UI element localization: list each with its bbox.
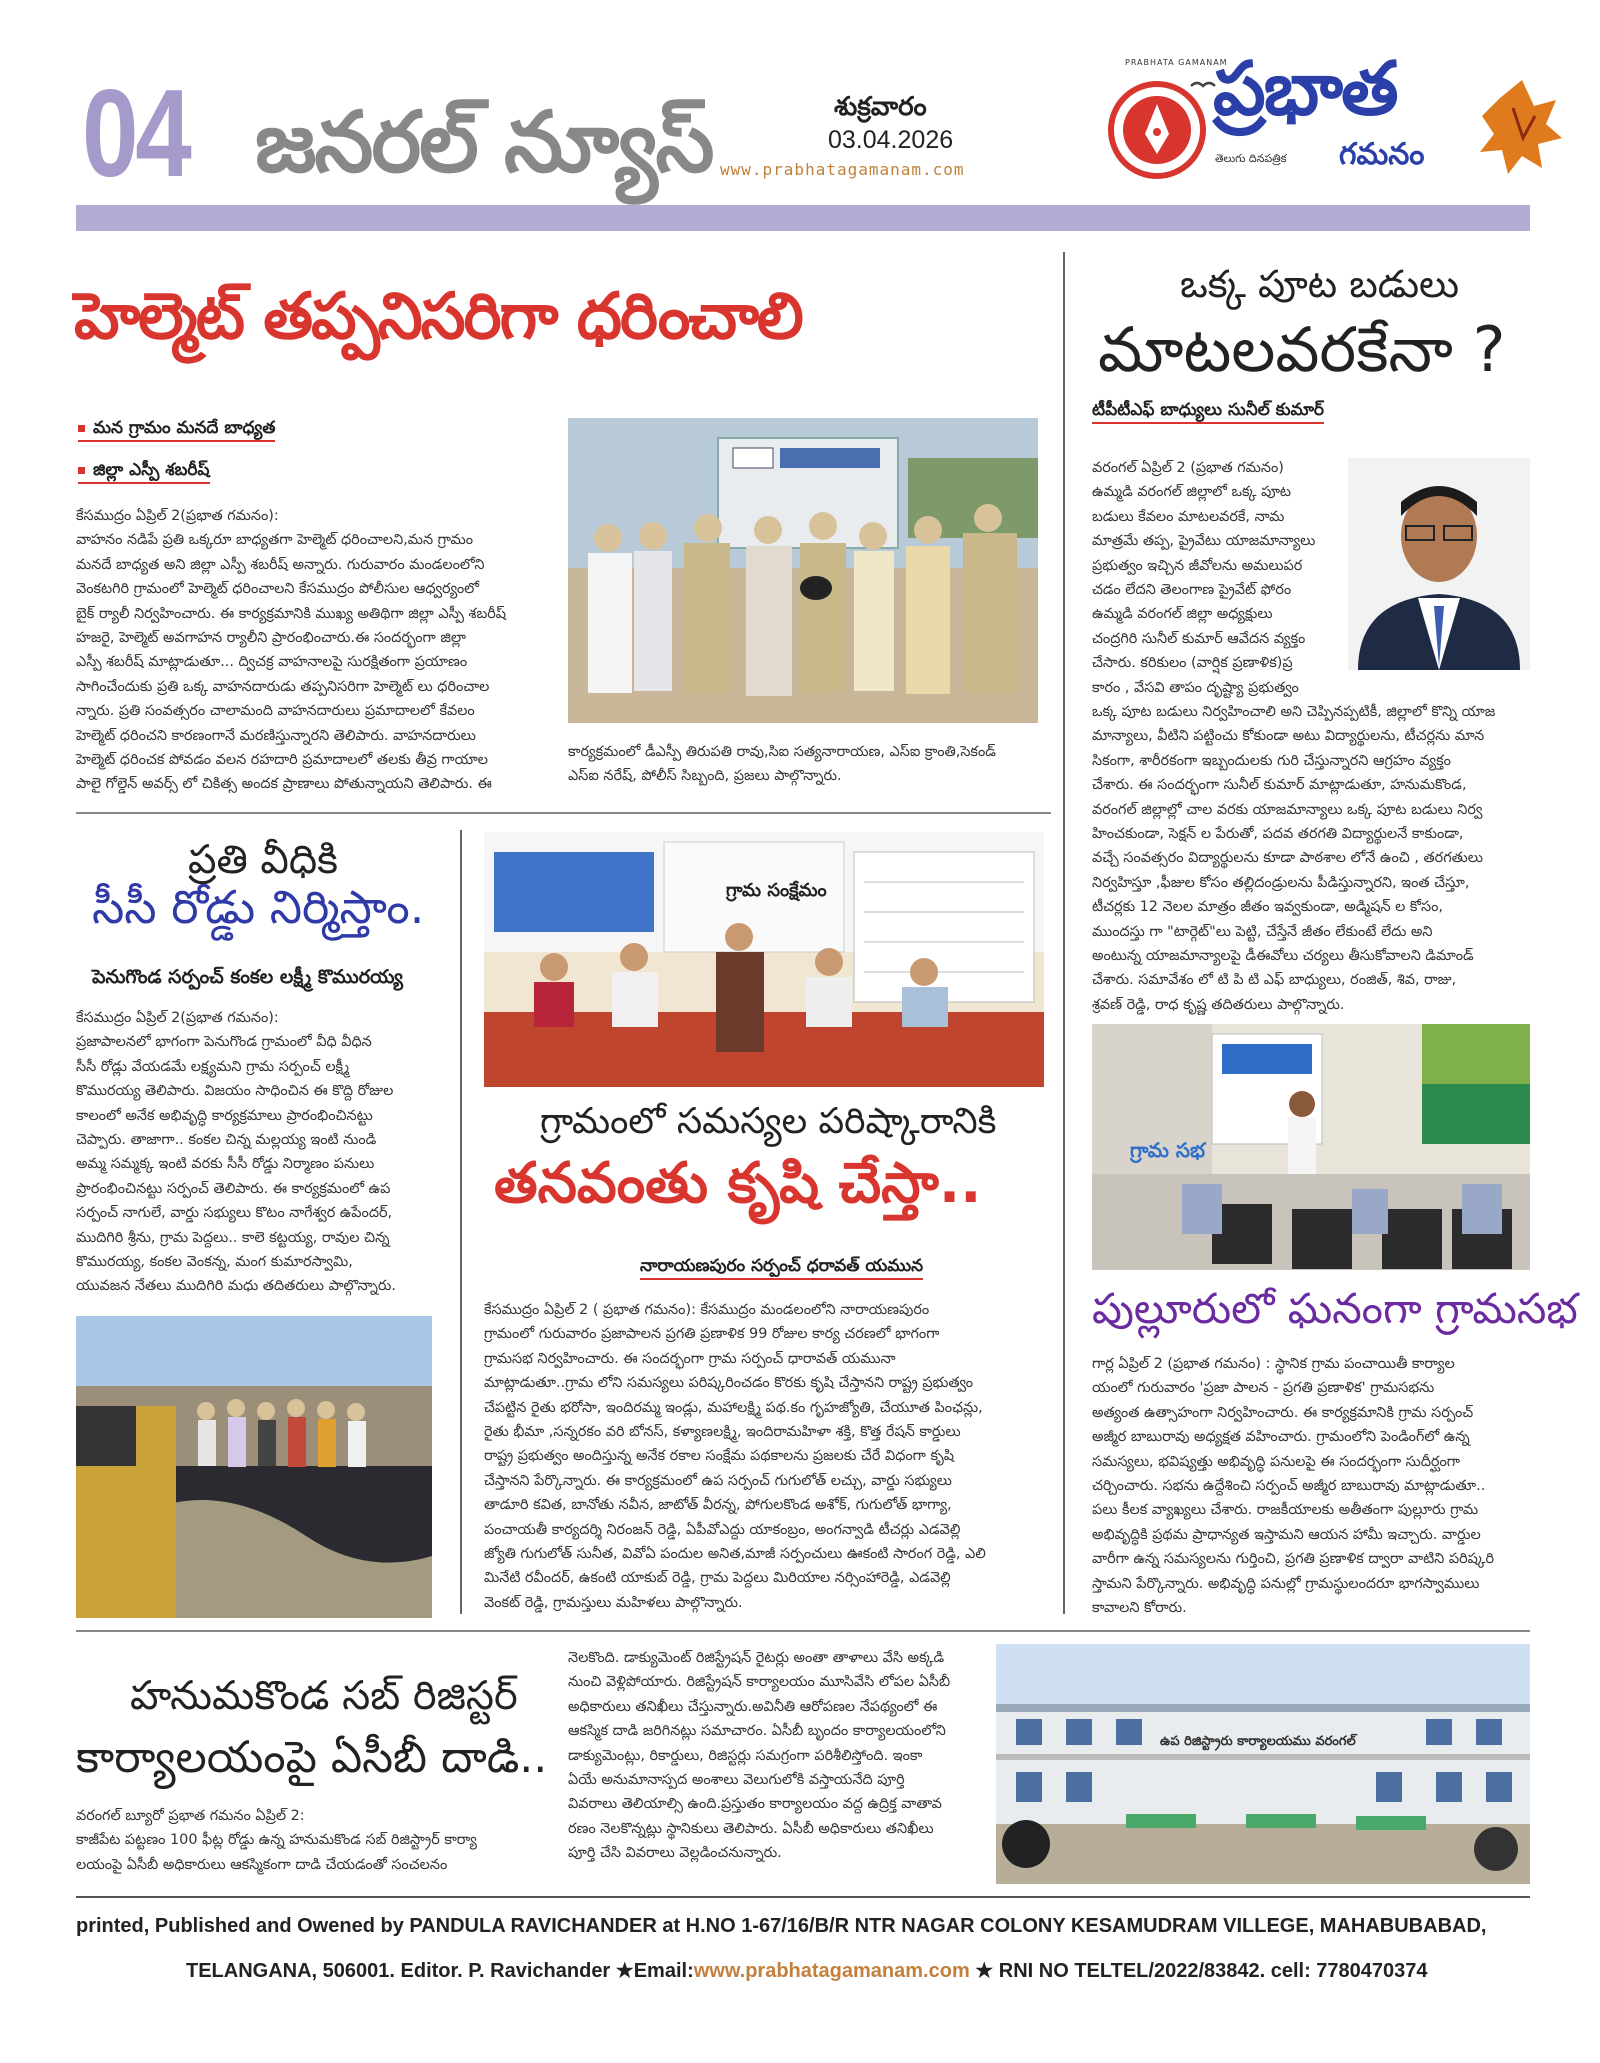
caption-line: కార్యక్రమంలో డీఎస్పీ తిరుపతి రావు,సిఐ సత్యనారాయణ, ఎస్ఐ క్రాంతి,సెకండ్ [568, 744, 996, 760]
text-line: గార్ల ఏప్రిల్ 2 (ప్రభాత గమనం) : స్థానిక గ్రామ పంచాయితీ కార్యాల [1092, 1356, 1455, 1372]
dateline: వరంగల్ బ్యూరో ప్రభాత గమనం ఏప్రిల్ 2: [76, 1808, 305, 1824]
helmet-body [76, 504, 546, 797]
text-line: ఉమ్మడి వరంగల్ జిల్లాలో ఒక్క పూట [1092, 484, 1292, 501]
dateline: కేసముద్రం ఏప్రిల్ 2(ప్రభాత గమనం): [76, 508, 279, 524]
text-line: చర్చించారు. సభను ఉద్దేశించి సర్పంచ్ అజ్మీర బాబురావు మాట్లాడుతూ.. [1092, 1478, 1486, 1495]
helmet-subhead [78, 418, 275, 438]
text-line: మాత్రమే తప్ప, ప్రైవేటు యాజమాన్యాలు [1092, 533, 1316, 550]
text-line: ఒక్క పూట బడులు నిర్వహించాలి అని చెప్పినప్పటికీ, జిల్లాలో కొన్ని యాజ [1092, 704, 1496, 720]
text-line: శ్రవణ్ రెడ్డి, రాధ కృష్ణ తదితరులు పాల్గొన్నారు. [1092, 996, 1345, 1013]
logo-name: ప్రభాత [1213, 46, 1397, 132]
text-line: వెంకట్ రెడ్డి, గ్రామస్తులు మహిళలు పాల్గొన్నారు. [484, 1594, 743, 1611]
text-line: టీచర్లకు 12 నెలల మాత్రం జీతం ఇవ్వకుండా, అడ్మిషన్ ల కోసం, [1092, 899, 1443, 916]
sabha-body [1092, 1352, 1532, 1620]
helmet-subhead-2: జిల్లా ఎస్పీ శబరీష్ [78, 460, 210, 484]
column-divider [1063, 252, 1065, 1614]
acb-body-left [76, 1804, 556, 1877]
text-line: వరంగల్ ఏప్రిల్ 2 (ప్రభాత గమనం) [1092, 460, 1284, 476]
website-link[interactable]: www.prabhatagamanam.com [720, 160, 965, 179]
row-divider [76, 1630, 1530, 1632]
text-line: కావాలని కోరారు. [1092, 1600, 1187, 1617]
text-line: అభివృద్ధికి ప్రథమ ప్రాధాన్యత ఇస్తామని ఆయన హామీ ఇచ్చారు. వార్డుల [1092, 1526, 1481, 1543]
logo-tagline: తెలుగు దినపత్రిక [1215, 152, 1287, 165]
row-divider [76, 812, 1051, 814]
helmet-headline: హెల్మెట్ తప్పనిసరిగా ధరించాలి [74, 280, 802, 354]
text-line: డాక్యుమెంట్లు, రికార్డులు, రిజిస్టర్లు సమగ్రంగా పరిశీలిస్తోంది. ఇంకా [568, 1747, 923, 1764]
text-line: స్తామని పేర్కొన్నారు. అభివృద్ధి పనుల్లో గ్రామస్థులందరూ భాగస్వాములు [1092, 1575, 1480, 1592]
sabha-headline: పుల్లూరులో ఘనంగా గ్రామసభ [1092, 1284, 1578, 1333]
issue-date: 03.04.2026 [828, 126, 954, 154]
text-line: నిర్వహిస్తూ ,ఫీజుల కోసం తల్లిదండ్రులను పీడిస్తున్నారని, ఇంత చేస్తూ, [1092, 874, 1470, 891]
text-line: ఆకస్మిక దాడి జరిగినట్లు సమాచారం. ఏసీబీ బృందం కార్యాలయంలోని [568, 1723, 946, 1740]
text-line: జ్యోతి గుగులోత్ సునీత, వివోఏ పందుల అనిత,మాజీ సర్పంచులు ఊకంటి సారంగ రెడ్డి, ఎలి [484, 1546, 986, 1563]
text-line: రాష్ట్ర ప్రభుత్వం అందిస్తున్న అనేక రకాల సంక్షేమ పథకాలను ప్రజలకు చేరే విధంగా కృషి [484, 1448, 955, 1465]
text-line: గ్రామంలో గురువారం ప్రజాపాలన ప్రగతి ప్రణాళిక 99 రోజుల కార్య చరణలో భాగంగా [484, 1326, 940, 1343]
acb-body-mid [568, 1646, 988, 1866]
column-divider [460, 830, 462, 1614]
text-line: మాన్యాలు, వీటిని పట్టించు కోకుండా అటు విద్యార్థులను, టీచర్లను మాన [1092, 728, 1485, 745]
text-line: సీసీ రోడ్లు వేయడమే లక్ష్యమని గ్రామ సర్పంచ్ లక్ష్మీ [76, 1058, 350, 1075]
meal-body-narrow [1092, 456, 1342, 700]
text-line: చేస్తానని పేర్కొన్నారు. ఈ కార్యక్రమంలో ఉప సర్పంచ్ గుగులోత్ లచ్చు, వార్డు సభ్యులు [484, 1472, 952, 1489]
road-body [76, 1006, 446, 1299]
text-line: వెంకటగిరి గ్రామంలో హెల్మెట్ ధరించాలని కేసముద్రం పోలీసుల ఆధ్వర్యంలో [76, 581, 479, 598]
road-photo [76, 1316, 432, 1618]
text-line: పంచాయతీ కార్యదర్శి నిరంజన్ రెడ్డి, ఏపీవోఎద్దు యాకంబ్రం, అంగన్వాడి టీచర్లు ఎడవెల్లి [484, 1521, 961, 1538]
text-line: పాలై గోల్డెన్ అవర్స్ లో చికిత్స అందక ప్రాణాలు పోతున్నాయని తెలిపారు. ఈ [76, 776, 492, 793]
text-line: గ్రామసభ నిర్వహించారు. ఈ సందర్భంగా గ్రామ సర్పంచ్ ధారావత్ యమునా [484, 1350, 896, 1367]
acb-headline-line2: కార్యాలయంపై ఏసీబీ దాడి.. [76, 1732, 548, 1783]
text-line: వాహనం నడిపే ప్రతి ఒక్కరూ బాధ్యతగా హెల్మెట్ ధరించాలని,మన గ్రామం [76, 532, 473, 549]
village-body [484, 1298, 1046, 1615]
issue-day: శుక్రవారం [834, 92, 927, 122]
text-line: చేపట్టిన రైతు భరోసా, ఇందిరమ్మ ఇండ్లు, మహాలక్ష్మి పథ.కం గృహజ్యోతి, చేయూత పింఛన్లు, [484, 1399, 983, 1416]
footer-divider [76, 1896, 1530, 1898]
text-line: కేసముద్రం ఏప్రిల్ 2 ( ప్రభాత గమనం): కేసముద్రం మండలంలోని నారాయణపురం [484, 1302, 930, 1318]
text-line: మాట్లాడుతూ..గ్రామ లోని సమస్యలు పరిష్కరించడం కొరకు కృషి చేస్తానని రాష్ట్ర ప్రభుత్వం [484, 1375, 974, 1392]
text-line: రణం నెలకొన్నట్లు స్థానికులు తెలిపారు. ఏసీబీ అధికారులు తనిఖీలు [568, 1820, 934, 1837]
text-line: మనదే బాధ్యత అని జిల్లా ఎస్పీ శబరీష్ అన్నారు. గురువారం మండలంలోని [76, 556, 485, 573]
header-rule [76, 205, 1530, 231]
text-line: కొమురయ్య తెలిపారు. విజయం సాధించిన ఈ కొద్ది రోజుల [76, 1083, 394, 1100]
village-banner-text: గ్రామ సంక్షేమం [726, 880, 827, 901]
text-line: ప్రజాపాలనలో భాగంగా పెనుగొండ గ్రామంలో వీధి వీధిన [76, 1034, 372, 1051]
imprint-line-2 [186, 1958, 1428, 1983]
text-line: ఎస్పీ శబరీష్ మాట్లాడుతూ... ద్విచక్ర వాహనాలపై సురక్షితంగా ప్రయాణం [76, 654, 468, 671]
text-line: కేసముద్రం ఏప్రిల్ 2(ప్రభాత గమనం): [76, 1010, 279, 1026]
imprint-text: TELANGANA, 506001. Editor. P. Ravichander ★Email: [186, 1960, 694, 1982]
text-line: రైతు భీమా ,సన్నరకం వరి బోనస్, కళ్యాణలక్ష్మి, ఇందిరామహిళా శక్తి, కొత్త రేషన్ కార్డులు [484, 1424, 961, 1441]
road-kicker: ప్రతి వీధికి [188, 837, 338, 883]
text-line: హెల్మెట్ ధరించక పోవడం వలన రహదారి ప్రమాదాలలో తలకు తీవ్ర గాయాల [76, 752, 488, 769]
logo-ring-text: PRABHATA GAMANAM [1125, 58, 1228, 67]
text-line: ఉమ్మడి వరంగల్ జిల్లా అధ్యక్షులు [1092, 606, 1273, 623]
text-line: సాగించేందుకు ప్రతి ఒక్క వాహనదారుడు తప్పనిసరిగా హెల్మెట్ లు ధరించాల [76, 678, 490, 695]
logo-subname: గమనం [1339, 137, 1425, 172]
text-line: వారీగా ఉన్న సమస్యలను గుర్తించి, ప్రగతి ప్రణాళిక ద్వారా వాటిని పరిష్కరి [1092, 1551, 1495, 1568]
text-line: హించకుండా, సెక్షన్ ల పేరుతో, పదవ తరగతి విద్యార్థులనే కాకుండా, [1092, 826, 1464, 843]
text-line: వివరాలు తెలియాల్సి ఉంది.ప్రస్తుతం కార్యాలయం వద్ద ఉద్రిక్త వాతావ [568, 1796, 942, 1813]
meal-kicker: ఒక్క పూట బడులు [1180, 262, 1460, 306]
meal-body-wide [1092, 700, 1532, 1017]
village-headline: తనవంతు కృషి చేస్తా.. [494, 1151, 982, 1216]
text-line: సమస్యలు, భవిష్యత్తు అభివృద్ధి పనులపై ఈ సందర్భంగా సుదీర్ఘంగా [1092, 1453, 1460, 1470]
helmet-caption [568, 740, 1048, 788]
text-line: అమ్మ సమ్మక్క ఇంటి వరకు సీసీ రోడ్డు నిర్మాణం పనులు [76, 1156, 375, 1173]
text-line: సర్పంచ్ నాగులే, వార్డు సభ్యులు కొటం నాగేశ్వర ఉపేందర్, [76, 1205, 393, 1222]
text-line: అజ్మీర బాబురావు అధ్యక్షత వహించారు. గ్రామంలోని పెండింగ్‌లో ఉన్న [1092, 1429, 1470, 1446]
text-line: వరంగల్ జిల్లాల్లో చాల వరకు యాజమాన్యాలు ఒక్క పూట బడులు నిర్వ [1092, 801, 1483, 818]
text-line: నెలకొంది. డాక్యుమెంట్ రిజిస్ట్రేషన్ రైటర్లు అంతా తాళాలు వేసి అక్కడి [568, 1650, 945, 1666]
text-line: చేశారు. సమావేశం లో టి పి టి ఎఫ్ బాధ్యులు, రంజిత్, శివ, రాజు, [1092, 972, 1457, 989]
text-line: చంద్రగిరి సునీల్ కుమార్ ఆవేదన వ్యక్తం [1092, 630, 1306, 647]
text-line: చేశారు. ఈ సందర్భంగా సునీల్ కుమార్ మాట్లాడుతూ, హనుమకొండ, [1092, 777, 1467, 794]
page-number: 04 [82, 65, 189, 203]
section-title: జనరల్ న్యూస్ [255, 93, 713, 191]
text-line: అధికారులు తనిఖీలు చేస్తున్నారు.అవినీతి ఆరోపణల నేపథ్యంలో ఈ [568, 1698, 938, 1715]
newspaper-logo [1095, 46, 1565, 188]
caption-line: ఎస్ఐ నరేష్, పోలీస్ సిబ్బంది, ప్రజలు పాల్గొన్నారు. [568, 768, 842, 784]
helmet-subhead [78, 460, 210, 480]
text-line: వచ్చే సంవత్సరం విద్యార్థులను కూడా పాఠశాల లోనే ఉంచి , తరగతులు [1092, 850, 1483, 867]
text-line: ఏయే అనుమానాస్పద అంశాలు వెలుగులోకి వస్తాయనేది పూర్తి [568, 1772, 905, 1789]
text-line: కాలంలో అనేక అభివృద్ధి కార్యక్రమాలు ప్రారంభించినట్టు [76, 1107, 373, 1124]
text-line: మినేటి రవీందర్, ఉకంటి యాకుబ్ రెడ్డి, గ్రామ పెద్దలు మిరియాల నర్సింహారెడ్డి, ఎడవెల్లి [484, 1570, 951, 1587]
text-line: సికంగా, శారీరకంగా ఇబ్బందులకు గురి చేస్తున్నారని ఆగ్రహం వ్యక్తం [1092, 752, 1451, 769]
village-meeting-photo [484, 832, 1044, 1087]
text-line: చెప్పారు. తాజాగా.. కంకల చిన్న మల్లయ్య ఇంటి నుండి [76, 1132, 377, 1149]
text-line: యంలో గురువారం 'ప్రజా పాలన - ప్రగతి ప్రణాళిక' గ్రామసభను [1092, 1380, 1435, 1397]
imprint-line-1: printed, Published and Owened by PANDULA RAVICHANDER at H.NO 1-67/16/B/R NTR NAGAR COLONY KESAMUDRAM VILLEGE, MAHABUBABAD, [76, 1915, 1487, 1937]
text-line: ప్రభుత్వం ఇచ్చిన జీవోలను అమలుపర [1092, 557, 1303, 574]
helmet-photo [568, 418, 1038, 723]
meal-byline: టీపీటీఎఫ్ బాధ్యులు సునీల్ కుమార్ [1092, 400, 1324, 420]
text-line: హెల్మెట్ ధరించని కారణంగానే మరణిస్తున్నారని తెలిపారు. వాహనదారులు [76, 727, 476, 744]
text-line: కాజీపేట పట్టణం 100 ఫీట్ల రోడ్డు ఉన్న హనుమకొండ సబ్ రిజిస్ట్రార్ కార్యా [76, 1832, 477, 1849]
text-line: ముందస్తు గా "టార్గెట్"లు పెట్టి, చేస్తేనే జీతం లేకుంటే లేదు అని [1092, 923, 1433, 940]
text-line: పూర్తి చేసి వివరాలు వెల్లడించనున్నారు. [568, 1845, 782, 1862]
grama-sabha-poster-text: గ్రామ సభ [1130, 1138, 1205, 1162]
village-byline: నారాయణపురం సర్పంచ్ ధరావత్ యమున [640, 1256, 923, 1276]
text-line: పలు కీలక వ్యాఖ్యలు చేశారు. రాజకీయాలకు అతీతంగా పుల్లూరు గ్రామ [1092, 1502, 1479, 1519]
text-line: కొమురయ్య, కంకల వెంకన్న, మంగ కుమారస్వామి, [76, 1254, 353, 1271]
helmet-subhead-1: మన గ్రామం మనదే బాధ్యత [78, 418, 275, 442]
text-line: న్నారు. ప్రతి సంవత్సరం చాలామంది వాహనదారులు ప్రమాదాలలో కేవలం [76, 703, 475, 720]
rni-text: ★ RNI NO TELTEL/2022/83842. cell: 7780470374 [969, 1960, 1428, 1982]
acb-headline-line1: హనుమకొండ సబ్ రిజిస్టర్ [130, 1673, 518, 1719]
text-line: అత్యంత ఉత్సాహంగా నిర్వహించారు. ఈ కార్యక్రమానికి గ్రామ సర్పంచ్ [1092, 1404, 1474, 1421]
text-line: కారం , వేసవి తాపం దృష్ట్యా ప్రభుత్వం [1092, 679, 1299, 696]
village-kicker: గ్రామంలో సమస్యల పరిష్కారానికి [540, 1101, 997, 1142]
road-byline: పెనుగొండ సర్పంచ్ కంకల లక్ష్మీ కొమురయ్య [92, 966, 403, 988]
text-line: ప్రారంభించినట్టు సర్పంచ్ తెలిపారు. ఈ కార్యక్రమంలో ఉప [76, 1180, 391, 1197]
text-line: బైక్ ర్యాలీ నిర్వహించారు. ఈ కార్యక్రమానికి ముఖ్య అతిథిగా జిల్లా ఎస్పీ శబరీష్ [76, 605, 507, 622]
text-line: ముదిగిరి శ్రీను, గ్రామ పెద్దలు.. కాలె కట్టయ్య, రావుల చిన్న [76, 1229, 390, 1246]
office-sign-text: ఉప రిజిస్ట్రారు కార్యాలయము వరంగల్ [1160, 1734, 1356, 1749]
meal-headline: మాటలవరకేనా ? [1098, 313, 1506, 386]
sunil-kumar-portrait [1348, 458, 1530, 670]
email-link[interactable]: www.prabhatagamanam.com [693, 1960, 970, 1982]
text-line: లయంపై ఏసీబీ అధికారులు ఆకస్మికంగా దాడి చేయడంతో సంచలనం [76, 1856, 448, 1873]
registrar-office-photo [996, 1644, 1530, 1884]
road-headline: సీసీ రోడ్డు నిర్మిస్తాం. [92, 880, 425, 934]
text-line: అంటున్న యాజమాన్యాలపై డీఈవోలు చర్యలు తీసుకోవాలని డిమాండ్ [1092, 948, 1474, 965]
text-line: తాడూరి కవిత, బానోతు నవీన, జాటోత్ వీరన్న, పోగులకొండ అశోక్, గుగులోత్ భాగ్యా, [484, 1497, 952, 1514]
text-line: చడం లేదని తెలంగాణ ప్రైవేట్ ఫోరం [1092, 582, 1292, 599]
text-line: హజరై, హెల్మెట్ అవగాహన ర్యాలీని ప్రారంభించారు.ఈ సందర్భంగా జిల్లా [76, 630, 466, 647]
text-line: చేసారు. కరికులం (వార్షిక ప్రణాళిక)ప్ర [1092, 655, 1293, 672]
text-line: బడులు కేవలం మాటలవరకే, నామ [1092, 508, 1285, 525]
text-line: యువజన నేతలు ముదిగిరి మధు తదితరులు పాల్గొన్నారు. [76, 1278, 396, 1295]
text-line: నుంచి వెళ్లిపోయారు. రిజిస్ట్రేషన్ కార్యాలయం మూసివేసి లోపల ఏసీబీ [568, 1674, 951, 1691]
